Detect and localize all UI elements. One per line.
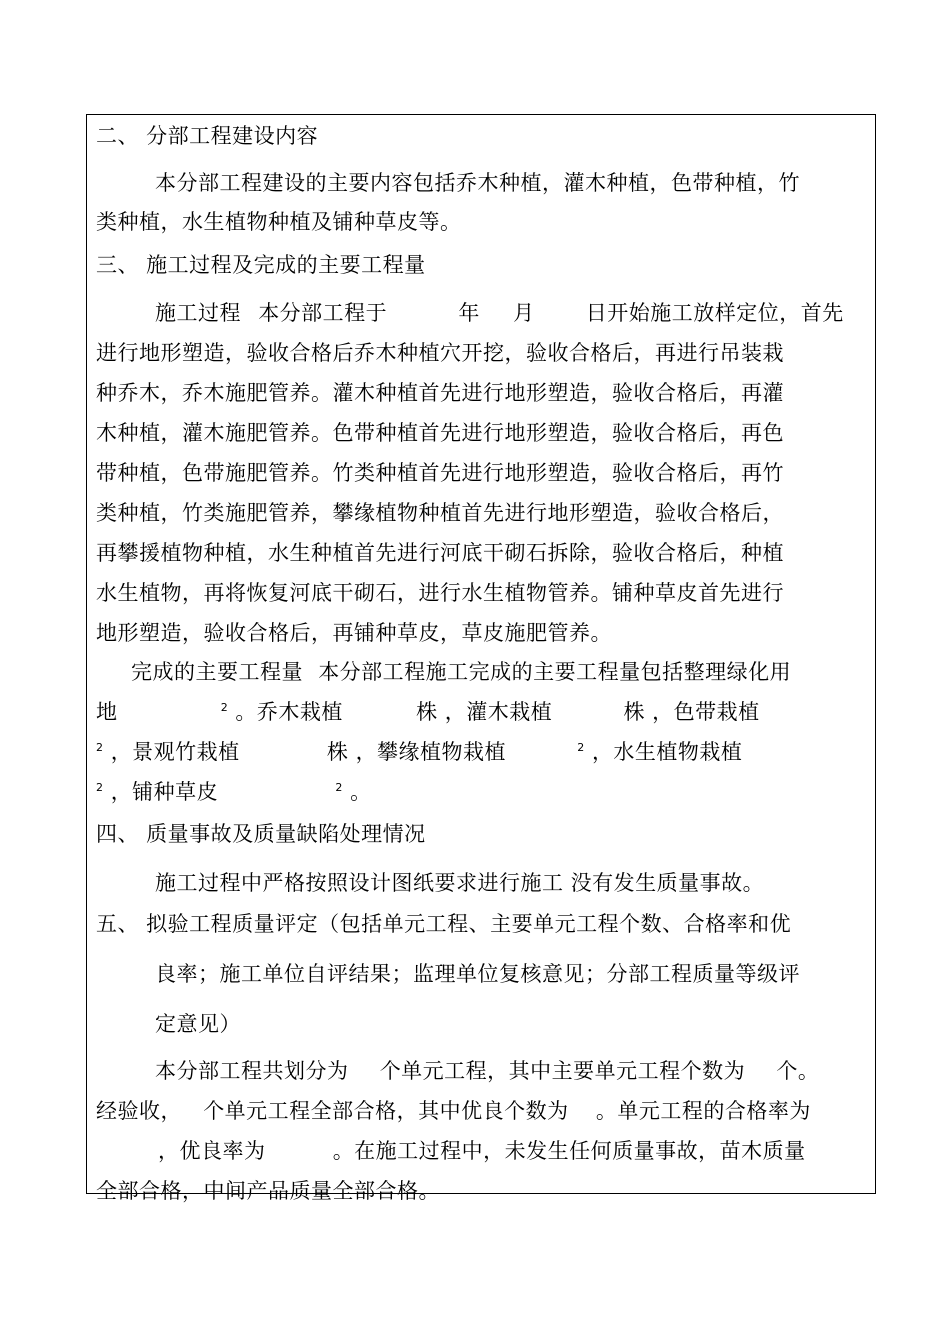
section-5-heading-line-1: 五、 拟验工程质量评定（包括单元工程、主要单元工程个数、合格率和优: [96, 912, 792, 936]
section-5-para-line-1: [155, 1057, 819, 1085]
aquatic-label: ，水生植物栽植: [591, 740, 743, 764]
section-5-heading-line-2: 良率；施工单位自评结果；监理单位复核意见；分部工程质量等级评: [155, 962, 800, 986]
process-first-line: [155, 299, 844, 327]
quantity-label: 完成的主要工程量: [131, 660, 303, 684]
section-4-heading: 四、 质量事故及质量缺陷处理情况: [96, 822, 426, 846]
process-line: 地形塑造，验收合格后，再铺种草皮，草皮施肥管养。: [96, 621, 612, 645]
bamboo-label: ，景观竹栽植: [110, 740, 240, 764]
quantity-end: 。: [350, 780, 372, 804]
climber-label: ，攀缘植物栽植: [355, 740, 507, 764]
turf-label: ，铺种草皮: [110, 780, 219, 804]
qualified-text: 个单元工程全部合格，其中优良个数为: [203, 1099, 569, 1123]
process-line: 木种植，灌木施肥管养。色带种植首先进行地形塑造，验收合格后，再色: [96, 421, 784, 445]
process-line: 带种植，色带施肥管养。竹类种植首先进行地形塑造，验收合格后，再竹: [96, 461, 784, 485]
superscript-2: 2: [96, 781, 104, 794]
process-start-text: 本分部工程于: [258, 301, 388, 325]
shrub-label: ，灌木栽植: [444, 700, 553, 724]
unit-zhu: 株: [623, 700, 645, 724]
process-line: 水生植物，再将恢复河底干砌石，进行水生植物管养。铺种草皮首先进行: [96, 581, 784, 605]
section-4-para: 施工过程中严格按照设计图纸要求进行施工 没有发生质量事故。: [155, 871, 765, 895]
section-5-para-line-4: 全部合格，中间产品质量全部合格。: [96, 1179, 440, 1203]
quantity-first-line: [131, 658, 791, 686]
inspection-text: 经验收，: [96, 1099, 182, 1123]
superscript-2: 2: [96, 741, 104, 754]
section-5-heading-line-3: 定意见）: [155, 1012, 241, 1036]
process-line: 进行地形塑造，验收合格后乔木种植穴开挖，验收合格后，再进行吊装栽: [96, 341, 784, 365]
section-2-heading: 二、 分部工程建设内容: [96, 124, 319, 148]
process-line: 种乔木，乔木施肥管养。灌木种植首先进行地形塑造，验收合格后，再灌: [96, 381, 784, 405]
tree-label: 。乔木栽植: [235, 700, 343, 724]
process-line: 再攀援植物种植，水生种植首先进行河底干砌石拆除，验收合格后，种植: [96, 541, 784, 565]
day-continuation: 日开始施工放样定位，首先: [585, 301, 844, 325]
belt-label: ，色带栽植: [652, 700, 760, 724]
excellent-rate-text: ，优良率为: [158, 1139, 266, 1163]
year-label: 年: [458, 301, 480, 325]
process-label: 施工过程: [155, 301, 241, 325]
section-2-para-line-1: 本分部工程建设的主要内容包括乔木种植，灌木种植，色带种植，竹: [155, 171, 800, 195]
unit-zhu: 株: [416, 700, 438, 724]
quantity-line-4: [96, 778, 372, 806]
section-5-para-line-2: [96, 1097, 811, 1125]
section-5-para-line-3: [158, 1137, 806, 1165]
section-2-para-line-2: 类种植，水生植物种植及铺种草皮等。: [96, 210, 462, 234]
land-label: 地: [96, 700, 118, 724]
month-label: 月: [513, 301, 535, 325]
unit-zhu: 株: [326, 740, 349, 764]
superscript-2: 2: [335, 781, 343, 794]
pass-rate-text: 。单元工程的合格率为: [595, 1099, 811, 1123]
units-main-end: 个。: [776, 1059, 820, 1083]
quantity-line-2: [96, 698, 760, 726]
superscript-2: 2: [220, 701, 229, 714]
quantity-line-3: [96, 738, 742, 766]
quantity-text: 本分部工程施工完成的主要工程量包括整理绿化用: [318, 660, 792, 684]
no-accident-text: 。在施工过程中，未发生任何质量事故，苗木质量: [332, 1139, 806, 1163]
superscript-2: 2: [577, 741, 585, 754]
process-line: 类种植，竹类施肥管养，攀缘植物种植首先进行地形塑造，验收合格后，: [96, 501, 784, 525]
units-main-text: 个单元工程，其中主要单元工程个数为: [379, 1059, 746, 1083]
section-3-heading: 三、 施工过程及完成的主要工程量: [96, 253, 426, 277]
units-count-text: 本分部工程共划分为: [155, 1059, 349, 1083]
